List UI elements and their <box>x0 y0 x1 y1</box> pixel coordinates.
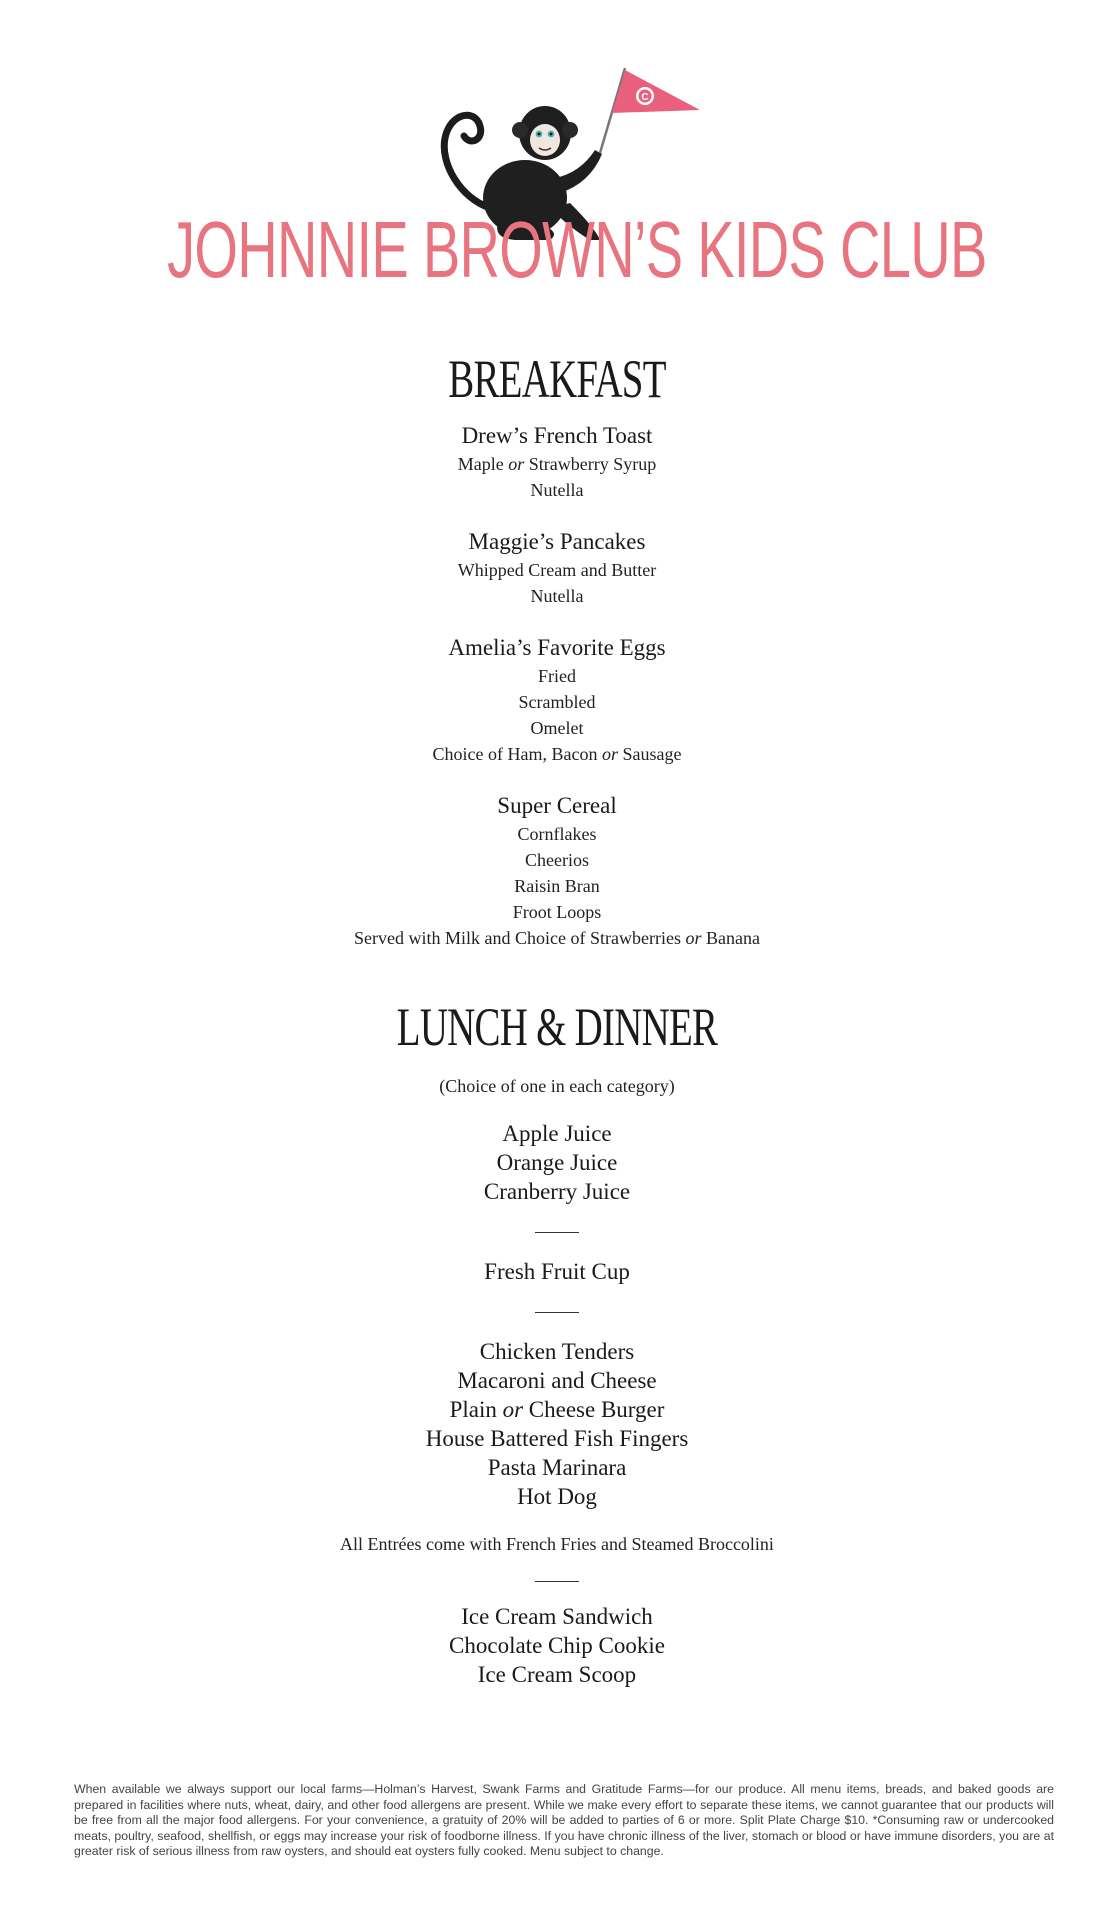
menu-item <box>0 633 1114 767</box>
dessert-item: Ice Cream Scoop <box>477 1662 637 1687</box>
sides-group <box>0 1257 1114 1286</box>
menu-item <box>0 421 1114 503</box>
item-option: Maple or Strawberry Syrup <box>457 454 657 474</box>
dessert-item: Ice Cream Sandwich <box>461 1604 653 1629</box>
item-option: Whipped Cream and Butter <box>457 560 657 580</box>
entree-item: House Battered Fish Fingers <box>425 1426 689 1451</box>
item-option: Cornflakes <box>517 824 597 844</box>
category-instruction: (Choice of one in each category) <box>439 1076 675 1096</box>
drink-item: Apple Juice <box>502 1121 612 1146</box>
item-option: Nutella <box>530 480 584 500</box>
item-name: Super Cereal <box>497 793 617 818</box>
breakfast-heading: BREAKFAST <box>448 349 666 409</box>
entree-note: All Entrées come with French Fries and Steamed Broccolini <box>340 1534 774 1554</box>
item-option: Cheerios <box>525 850 589 870</box>
footer-disclaimer: When available we always support our local farms—Holman’s Harvest, Swank Farms and Gratitude Farms—for our produce. All menu items, breads, and baked goods are prepared in facilities where nuts, wheat, dairy, and other food allergens are present. While we make every effort to separate these items, we cannot guarantee that our products will be free from all the major food allergens. For your convenience, a gratuity of 20% will be added to parties of 6 or more. Split Plate Charge $10. *Consuming raw or undercooked meats, poultry, seafood, shellfish, or eggs may increase your risk of foodborne illness. If you have chronic illness of the liver, stomach or blood or have immune disorders, you are at greater risk of serious illness from raw oysters, and should eat oysters fully cooked. Menu subject to change. <box>74 1782 1054 1858</box>
entrees-group <box>0 1337 1114 1511</box>
entree-item: Plain or Cheese Burger <box>449 1397 665 1422</box>
dessert-item: Chocolate Chip Cookie <box>449 1633 665 1658</box>
breakfast-list <box>0 421 1114 975</box>
item-option: Scrambled <box>518 692 596 712</box>
menu-item <box>0 791 1114 951</box>
entree-item: Chicken Tenders <box>479 1339 635 1364</box>
item-option: Nutella <box>530 586 584 606</box>
drink-item: Orange Juice <box>496 1150 618 1175</box>
header <box>0 60 1114 300</box>
item-option: Fried <box>538 666 576 686</box>
item-option: Froot Loops <box>512 902 602 922</box>
drinks-group <box>0 1119 1114 1206</box>
svg-text:C: C <box>641 92 649 103</box>
drink-item: Cranberry Juice <box>483 1179 631 1204</box>
lunch-dinner-list <box>0 1073 1114 1689</box>
entree-item: Macaroni and Cheese <box>457 1368 657 1393</box>
entree-item: Pasta Marinara <box>487 1455 627 1480</box>
item-option: Raisin Bran <box>514 876 600 896</box>
side-item: Fresh Fruit Cup <box>484 1259 630 1284</box>
item-name: Drew’s French Toast <box>461 423 653 448</box>
item-option: Omelet <box>530 718 584 738</box>
item-name: Amelia’s Favorite Eggs <box>448 635 666 660</box>
menu-item <box>0 527 1114 609</box>
entree-item: Hot Dog <box>517 1484 597 1509</box>
item-option: Choice of Ham, Bacon or Sausage <box>432 744 682 764</box>
lunch-dinner-heading: LUNCH & DINNER <box>396 997 718 1057</box>
club-title: JOHNNIE BROWN’S KIDS CLUB <box>167 205 987 294</box>
desserts-group <box>0 1602 1114 1689</box>
item-option: Served with Milk and Choice of Strawberries or Banana <box>354 928 760 948</box>
item-name: Maggie’s Pancakes <box>468 529 646 554</box>
